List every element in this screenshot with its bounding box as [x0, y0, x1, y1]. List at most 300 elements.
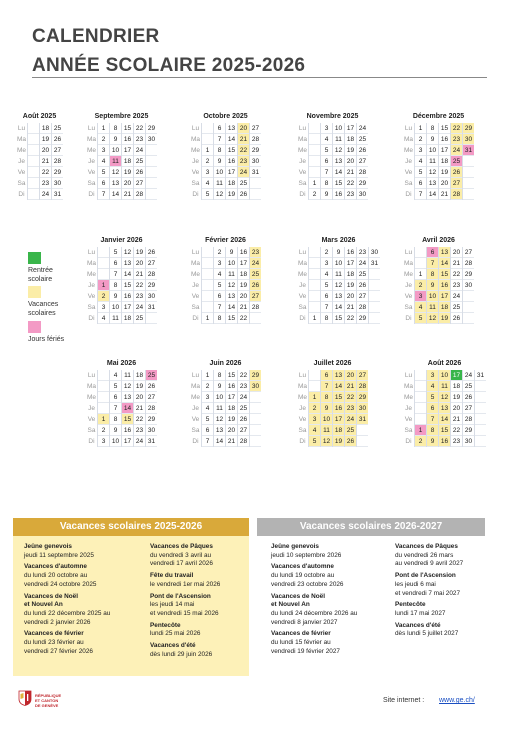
- day-cell: 16: [123, 293, 132, 300]
- vacation-title: Vacances de Pâques: [150, 543, 213, 550]
- day-cell: 10: [428, 293, 437, 300]
- day-cell: [309, 134, 320, 145]
- day-cell: 20: [440, 180, 449, 187]
- day-cell: 1: [309, 178, 320, 189]
- day-cell: [309, 247, 320, 258]
- vacation-date: dès lundi 29 juin 2026: [150, 650, 213, 658]
- month-calendar: [297, 234, 380, 324]
- day-cell: 12: [334, 147, 343, 154]
- week-column: [308, 370, 320, 447]
- day-cell: 26: [239, 416, 248, 423]
- day-cell: 15: [227, 147, 236, 154]
- day-label: Sa: [17, 180, 26, 187]
- week-column: [332, 123, 344, 200]
- day-cell: [463, 156, 474, 167]
- day-cell: 11: [333, 134, 344, 145]
- day-cell: 28: [147, 271, 156, 278]
- day-cell: 31: [251, 169, 260, 176]
- week-column: [225, 247, 237, 324]
- day-label: Ma: [403, 136, 414, 143]
- month-calendar: [403, 110, 474, 200]
- day-cell: 19: [452, 394, 461, 401]
- week-column: [344, 370, 356, 447]
- day-cell: 14: [428, 191, 437, 198]
- day-cell: 16: [440, 438, 449, 445]
- day-cell: 8: [110, 123, 121, 134]
- vacation-date: et vendredi 15 mai 2026: [150, 609, 219, 617]
- day-label: Lu: [404, 372, 413, 379]
- day-cell: 12: [215, 416, 224, 423]
- day-label: Je: [299, 405, 306, 412]
- day-cell: [475, 436, 486, 447]
- week-column: [97, 370, 109, 447]
- day-label: Di: [299, 438, 306, 445]
- day-cell: 24: [452, 147, 461, 154]
- day-label: Sa: [404, 180, 413, 187]
- day-cell: 1: [98, 280, 109, 291]
- day-cell: [463, 291, 474, 302]
- day-cell: 13: [227, 125, 236, 132]
- week-column: [201, 370, 213, 447]
- day-cell: 23: [452, 136, 461, 143]
- week-column: [237, 247, 249, 324]
- day-cell: 18: [123, 158, 132, 165]
- day-cell: 7: [110, 269, 121, 280]
- week-column: [462, 370, 474, 447]
- day-cell: 7: [110, 403, 121, 414]
- day-cell: [415, 403, 426, 414]
- week-column: [438, 123, 450, 200]
- day-cell: 12: [123, 383, 132, 390]
- day-cell: [369, 269, 380, 280]
- day-cell: 29: [358, 394, 367, 401]
- day-cell: [98, 247, 109, 258]
- logo-text-line2: ET CANTON: [35, 698, 59, 703]
- vacation-date: jeudi 11 septembre 2025: [24, 551, 94, 559]
- day-cell: 20: [227, 427, 236, 434]
- day-cell: 21: [452, 416, 461, 423]
- day-cell: 14: [111, 191, 120, 198]
- day-label: Me: [190, 394, 201, 401]
- week-column: [426, 123, 438, 200]
- day-cell: 6: [427, 403, 438, 414]
- day-cell: 22: [135, 125, 144, 132]
- vacation-date: du lundi 24 décembre 2026 au: [271, 609, 358, 617]
- day-cell: 9: [321, 189, 332, 200]
- week-column: [320, 370, 332, 447]
- day-cell: 23: [251, 249, 260, 256]
- day-cell: 8: [321, 178, 332, 189]
- day-cell: 11: [214, 178, 225, 189]
- day-cell: [202, 302, 213, 313]
- day-cell: 21: [227, 438, 236, 445]
- day-label: Di: [88, 191, 95, 198]
- month-name: Février 2026: [205, 237, 246, 244]
- week-column: [97, 123, 109, 200]
- day-cell: 17: [239, 260, 248, 267]
- month-calendar: [86, 110, 157, 200]
- month-name: Juin 2026: [209, 360, 242, 367]
- day-label: Ve: [17, 169, 26, 176]
- day-label: Sa: [191, 304, 200, 311]
- day-cell: 22: [346, 315, 355, 322]
- day-cell: 27: [358, 372, 367, 379]
- day-label: Lu: [404, 125, 413, 132]
- day-cell: 25: [135, 158, 144, 165]
- day-cell: 29: [358, 180, 367, 187]
- site-link[interactable]: www.ge.ch/: [439, 697, 475, 704]
- day-cell: 19: [440, 315, 449, 322]
- day-cell: [415, 381, 426, 392]
- spacer: [271, 656, 389, 659]
- day-cell: 14: [334, 169, 343, 176]
- day-cell: 10: [227, 260, 236, 267]
- day-cell: 6: [321, 156, 332, 167]
- day-cell: 22: [452, 271, 461, 278]
- day-cell: 25: [251, 271, 260, 278]
- day-cell: 26: [452, 169, 461, 176]
- day-cell: [250, 189, 261, 200]
- day-cell: 30: [464, 438, 473, 445]
- day-cell: 22: [452, 125, 461, 132]
- day-cell: 19: [227, 416, 236, 423]
- day-cell: 15: [227, 372, 236, 379]
- day-cell: 26: [53, 136, 62, 143]
- day-label: Me: [403, 394, 414, 401]
- day-cell: 29: [147, 282, 156, 289]
- day-cell: 1: [202, 313, 213, 324]
- day-cell: [98, 370, 109, 381]
- day-label: Ma: [16, 136, 27, 143]
- month-name: Mai 2026: [106, 360, 137, 367]
- day-cell: 9: [214, 156, 225, 167]
- week-column: [121, 247, 133, 324]
- day-cell: [309, 167, 320, 178]
- day-cell: 18: [440, 304, 449, 311]
- day-cell: 9: [321, 403, 332, 414]
- day-cell: 26: [358, 282, 367, 289]
- day-cell: 27: [452, 180, 461, 187]
- day-cell: 8: [427, 123, 438, 134]
- day-label: Me: [190, 147, 201, 154]
- day-label: Je: [18, 158, 25, 165]
- day-label: Ve: [87, 293, 96, 300]
- day-cell: 7: [427, 414, 438, 425]
- week-column: [344, 123, 356, 200]
- month-calendar: [297, 357, 368, 447]
- day-cell: 4: [427, 381, 438, 392]
- day-cell: 31: [464, 147, 473, 154]
- day-cell: 3: [214, 258, 225, 269]
- vacation-date: du vendredi 26 mars: [395, 551, 454, 559]
- week-column: [201, 247, 213, 324]
- day-cell: 11: [110, 313, 121, 324]
- day-cell: 1: [202, 370, 213, 381]
- week-column: [145, 370, 157, 447]
- day-cell: [475, 425, 486, 436]
- day-cell: [415, 247, 426, 258]
- day-cell: 16: [334, 191, 343, 198]
- day-cell: [463, 189, 474, 200]
- day-cell: [28, 167, 39, 178]
- day-cell: [475, 392, 486, 403]
- day-cell: 20: [135, 394, 144, 401]
- day-cell: 20: [239, 125, 248, 132]
- day-cell: 24: [135, 304, 144, 311]
- day-cell: 8: [214, 370, 225, 381]
- day-cell: 9: [110, 291, 121, 302]
- day-cell: 13: [227, 293, 236, 300]
- month-name: Juillet 2026: [313, 360, 352, 367]
- week-column: [426, 370, 438, 447]
- vacation-title: Vacances de Noël: [24, 592, 78, 600]
- day-cell: 10: [428, 147, 437, 154]
- day-cell: 8: [427, 269, 438, 280]
- day-cell: 24: [358, 125, 367, 132]
- day-cell: [369, 302, 380, 313]
- month-grid: [16, 123, 63, 200]
- day-cell: 25: [452, 304, 461, 311]
- month-grid: [190, 123, 261, 200]
- day-labels: [297, 123, 308, 200]
- month-calendar: [190, 234, 261, 324]
- day-cell: 9: [427, 134, 438, 145]
- day-cell: 10: [440, 372, 449, 379]
- day-cell: 27: [239, 427, 248, 434]
- title-underline: [32, 77, 487, 78]
- day-cell: 18: [135, 372, 144, 379]
- day-label: Di: [18, 191, 25, 198]
- month-grid: [86, 123, 157, 200]
- day-cell: 12: [334, 282, 343, 289]
- day-cell: 10: [215, 169, 224, 176]
- legend-swatch-feries: [28, 321, 41, 333]
- day-cell: [146, 178, 157, 189]
- day-cell: 22: [239, 315, 248, 322]
- day-cell: 28: [464, 260, 473, 267]
- day-cell: 17: [440, 293, 449, 300]
- week-column: [145, 247, 157, 324]
- month-calendar: [403, 234, 474, 324]
- day-cell: 18: [239, 271, 248, 278]
- day-cell: 23: [239, 383, 248, 390]
- week-column: [414, 247, 426, 324]
- day-cell: 28: [147, 405, 156, 412]
- day-label: Sa: [87, 427, 96, 434]
- day-cell: 6: [110, 392, 121, 403]
- day-cell: 17: [227, 394, 236, 401]
- vacation-date: vendredi 23 octobre 2026: [271, 580, 344, 588]
- day-label: Ma: [297, 136, 308, 143]
- vacation-date: du vendredi 3 avril au: [150, 551, 212, 559]
- spacer: [24, 656, 142, 659]
- month-name: Janvier 2026: [100, 237, 143, 244]
- day-cell: 1: [98, 414, 109, 425]
- week-column: [450, 247, 462, 324]
- day-cell: 5: [415, 167, 426, 178]
- day-cell: 7: [321, 302, 332, 313]
- week-column: [97, 247, 109, 324]
- day-cell: 1: [202, 145, 213, 156]
- day-cell: 26: [346, 438, 355, 445]
- day-cell: 8: [214, 145, 225, 156]
- legend-label-feries: Jours fériés: [28, 336, 65, 343]
- day-cell: 25: [239, 180, 248, 187]
- day-cell: 11: [427, 156, 438, 167]
- day-label: Lu: [298, 125, 307, 132]
- vacation-date: du lundi 22 décembre 2025 au: [24, 609, 111, 617]
- day-cell: 29: [53, 169, 62, 176]
- day-cell: 17: [227, 169, 236, 176]
- day-cell: [28, 123, 39, 134]
- day-cell: 20: [346, 372, 355, 379]
- day-cell: 17: [346, 260, 355, 267]
- day-cell: [146, 189, 157, 200]
- day-cell: 6: [214, 123, 225, 134]
- day-cell: 4: [98, 156, 109, 167]
- month-grid: [297, 370, 368, 447]
- vacation-date: les jeudi 14 mai: [150, 601, 195, 609]
- day-cell: 23: [346, 405, 355, 412]
- day-cell: 18: [334, 427, 343, 434]
- day-cell: 3: [415, 145, 426, 156]
- vacation-title: Vacances d'automne: [271, 563, 334, 571]
- day-label: Je: [88, 158, 95, 165]
- day-cell: 26: [251, 282, 260, 289]
- vacation-date: du lundi 23 février au: [24, 639, 84, 647]
- day-cell: 6: [214, 291, 225, 302]
- week-column: [27, 123, 39, 200]
- day-label: Lu: [17, 125, 26, 132]
- day-cell: 12: [215, 191, 224, 198]
- day-cell: 29: [464, 125, 473, 132]
- day-cell: 12: [428, 169, 437, 176]
- day-cell: 20: [135, 260, 144, 267]
- day-cell: 11: [122, 370, 133, 381]
- day-cell: 17: [123, 438, 132, 445]
- day-cell: 8: [321, 392, 332, 403]
- day-cell: 24: [135, 147, 144, 154]
- week-column: [201, 123, 213, 200]
- vacation-date: vendredi 2 janvier 2026: [24, 618, 91, 626]
- day-cell: 5: [98, 167, 109, 178]
- day-label: Lu: [191, 249, 200, 256]
- day-cell: 25: [147, 372, 156, 379]
- geneve-crest-icon: [18, 690, 32, 706]
- day-cell: 16: [123, 427, 132, 434]
- day-label: Di: [192, 315, 199, 322]
- day-cell: 8: [110, 280, 121, 291]
- day-cell: 12: [227, 282, 236, 289]
- day-cell: 31: [358, 416, 367, 423]
- day-cell: 17: [440, 147, 449, 154]
- day-cell: 17: [123, 304, 132, 311]
- day-cell: [357, 436, 368, 447]
- day-cell: 6: [110, 258, 121, 269]
- day-cell: 18: [440, 158, 449, 165]
- logo-text: [35, 693, 61, 708]
- day-label: Sa: [298, 180, 307, 187]
- vacation-date: les jeudi 6 mai: [395, 580, 436, 588]
- day-cell: 7: [415, 189, 426, 200]
- day-label: Ve: [404, 293, 413, 300]
- day-cell: 4: [415, 156, 426, 167]
- day-cell: 5: [321, 280, 332, 291]
- day-cell: 27: [147, 260, 156, 267]
- day-cell: 26: [239, 191, 248, 198]
- week-column: [426, 247, 438, 324]
- day-cell: 14: [227, 136, 236, 143]
- month-calendar: [86, 357, 157, 447]
- day-labels: [16, 123, 27, 200]
- day-cell: 30: [53, 180, 62, 187]
- day-cell: 29: [147, 416, 156, 423]
- day-cell: 26: [147, 383, 156, 390]
- vacation-title: Jeûne genevois: [271, 543, 319, 550]
- day-cell: 14: [123, 405, 132, 412]
- day-cell: [28, 145, 39, 156]
- day-label: Je: [405, 405, 412, 412]
- day-cell: 4: [98, 313, 109, 324]
- day-label: Di: [405, 191, 412, 198]
- day-cell: [250, 392, 261, 403]
- day-cell: 13: [123, 260, 132, 267]
- day-cell: [146, 167, 157, 178]
- spacer: [150, 659, 250, 662]
- day-cell: 11: [214, 403, 225, 414]
- day-cell: 3: [98, 436, 109, 447]
- week-column: [133, 370, 145, 447]
- day-cell: 4: [110, 370, 121, 381]
- day-cell: 25: [452, 158, 461, 165]
- day-cell: 19: [227, 191, 236, 198]
- week-column: [356, 123, 368, 200]
- day-cell: 20: [239, 293, 248, 300]
- day-cell: [309, 291, 320, 302]
- day-cell: 15: [440, 125, 449, 132]
- day-label: Ve: [298, 293, 307, 300]
- day-cell: 2: [98, 134, 109, 145]
- day-label: Sa: [404, 427, 413, 434]
- day-cell: 28: [358, 169, 367, 176]
- day-cell: 16: [440, 282, 449, 289]
- day-label: Je: [299, 282, 306, 289]
- month-calendar: [297, 110, 368, 200]
- day-cell: 3: [321, 258, 332, 269]
- week-column: [225, 123, 237, 200]
- day-cell: 24: [358, 260, 367, 267]
- month-grid: [297, 247, 380, 324]
- week-column: [121, 370, 133, 447]
- day-cell: 24: [41, 191, 50, 198]
- day-label: Lu: [298, 249, 307, 256]
- week-column: [109, 247, 121, 324]
- day-label: Ma: [403, 260, 414, 267]
- day-labels: [297, 247, 308, 324]
- week-column: [414, 123, 426, 200]
- day-cell: 23: [41, 180, 50, 187]
- day-cell: 28: [251, 304, 260, 311]
- day-cell: 30: [358, 191, 367, 198]
- day-label: Di: [405, 315, 412, 322]
- week-column: [308, 247, 320, 324]
- page-title-line1: CALENDRIER: [32, 26, 160, 47]
- day-cell: 9: [214, 381, 225, 392]
- day-label: Ma: [190, 136, 201, 143]
- day-cell: [463, 313, 474, 324]
- vacation-title: Vacances d'été: [395, 621, 441, 629]
- day-cell: 7: [202, 436, 213, 447]
